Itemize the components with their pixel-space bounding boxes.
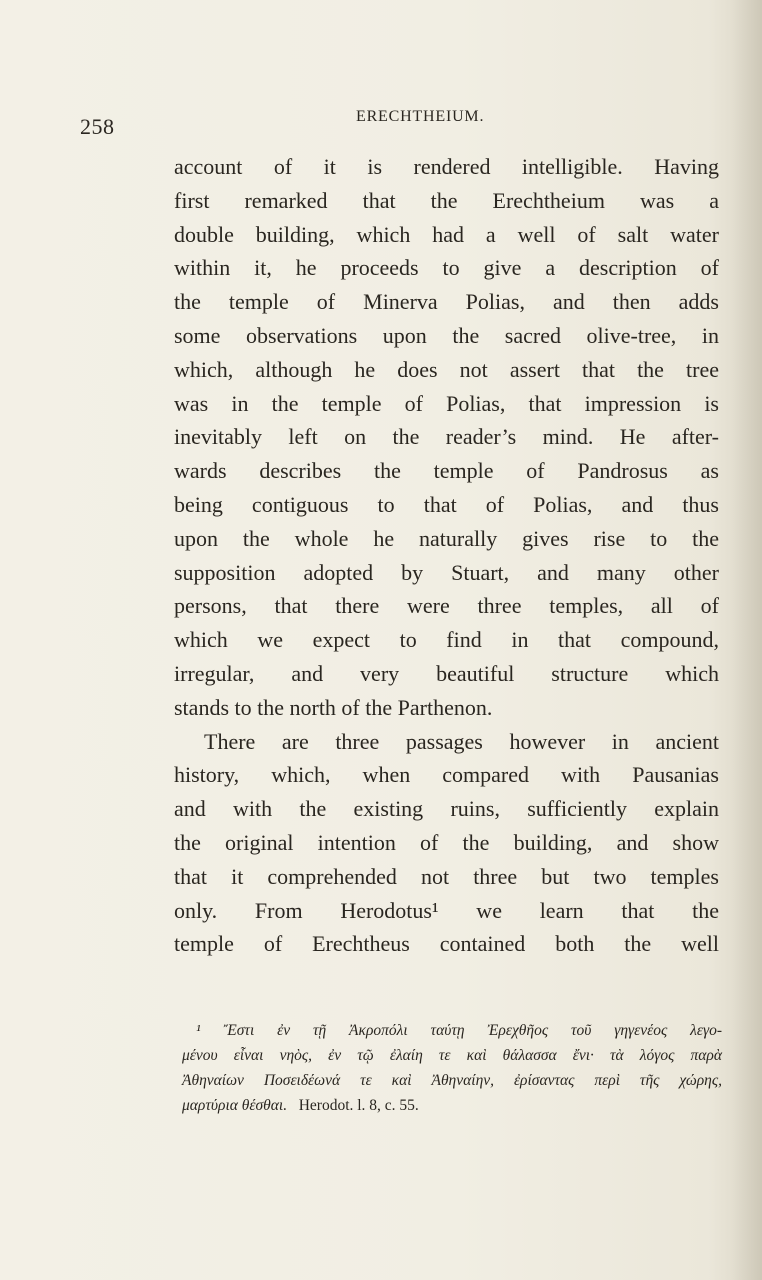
text-line: only. From Herodotus¹ we learn that the (174, 897, 719, 923)
text-line: double building, which had a well of salt water (174, 221, 719, 247)
footnote-line: Ἀθηναίων Ποσειδέωνά τε καὶ Ἀθηναίην, ἐρίσαντας περὶ τῆς χώρης, (182, 1072, 722, 1089)
text-line: the temple of Minerva Polias, and then adds (174, 289, 719, 315)
text-line: the original intention of the building, and show (174, 829, 719, 855)
text-line: upon the whole he naturally gives rise to the (174, 525, 719, 551)
footnote (182, 1018, 722, 1118)
footnote-line: μένου εἶναι νηὸς, ἐν τῷ ἐλαίη τε καὶ θάλασσα ἔνι· τὰ λόγος παρὰ (182, 1047, 722, 1064)
text-line: inevitably left on the reader’s mind. He after- (174, 424, 719, 450)
text-line: that it comprehended not three but two temples (174, 863, 719, 889)
page-edge-shadow (732, 0, 762, 1280)
text-line: temple of Erechtheus contained both the well (174, 931, 719, 957)
running-head: ERECHTHEIUM. (356, 108, 485, 125)
text-line: and with the existing ruins, sufficiently explain (174, 796, 719, 822)
footnote-citation: Herodot. l. 8, c. 55. (298, 1097, 419, 1114)
text-line: stands to the north of the Parthenon. (174, 694, 493, 720)
text-line: There are three passages however in ancient (204, 728, 719, 754)
page-number: 258 (80, 114, 115, 139)
text-line: some observations upon the sacred olive-tree, in (174, 322, 719, 348)
page-header (0, 106, 762, 139)
text-line: account of it is rendered intelligible. Having (174, 154, 719, 179)
text-line: which, although he does not assert that the tree (174, 356, 719, 382)
text-line: which we expect to find in that compound, (174, 627, 719, 653)
text-line: was in the temple of Polias, that impression is (174, 390, 719, 416)
text-line: wards describes the temple of Pandrosus as (174, 458, 719, 484)
text-line: within it, he proceeds to give a description of (174, 255, 719, 281)
text-line: supposition adopted by Stuart, and many other (174, 559, 719, 585)
text-line: being contiguous to that of Polias, and thus (174, 491, 719, 517)
text-line: irregular, and very beautiful structure which (174, 660, 719, 686)
footnote-greek-text: μαρτύρια θέσθαι. (182, 1097, 288, 1114)
footnote-line-last (182, 1093, 722, 1118)
text-line: first remarked that the Erechtheium was a (174, 187, 719, 213)
footnote-line: ¹ Ἔστι ἐν τῇ Ἀκροπόλι ταύτῃ Ἐρεχθῆος τοῦ γηγενέος λεγο- (196, 1022, 722, 1039)
main-text (174, 150, 719, 961)
text-line: history, which, when compared with Pausanias (174, 762, 719, 788)
text-line: persons, that there were three temples, all of (174, 593, 719, 619)
